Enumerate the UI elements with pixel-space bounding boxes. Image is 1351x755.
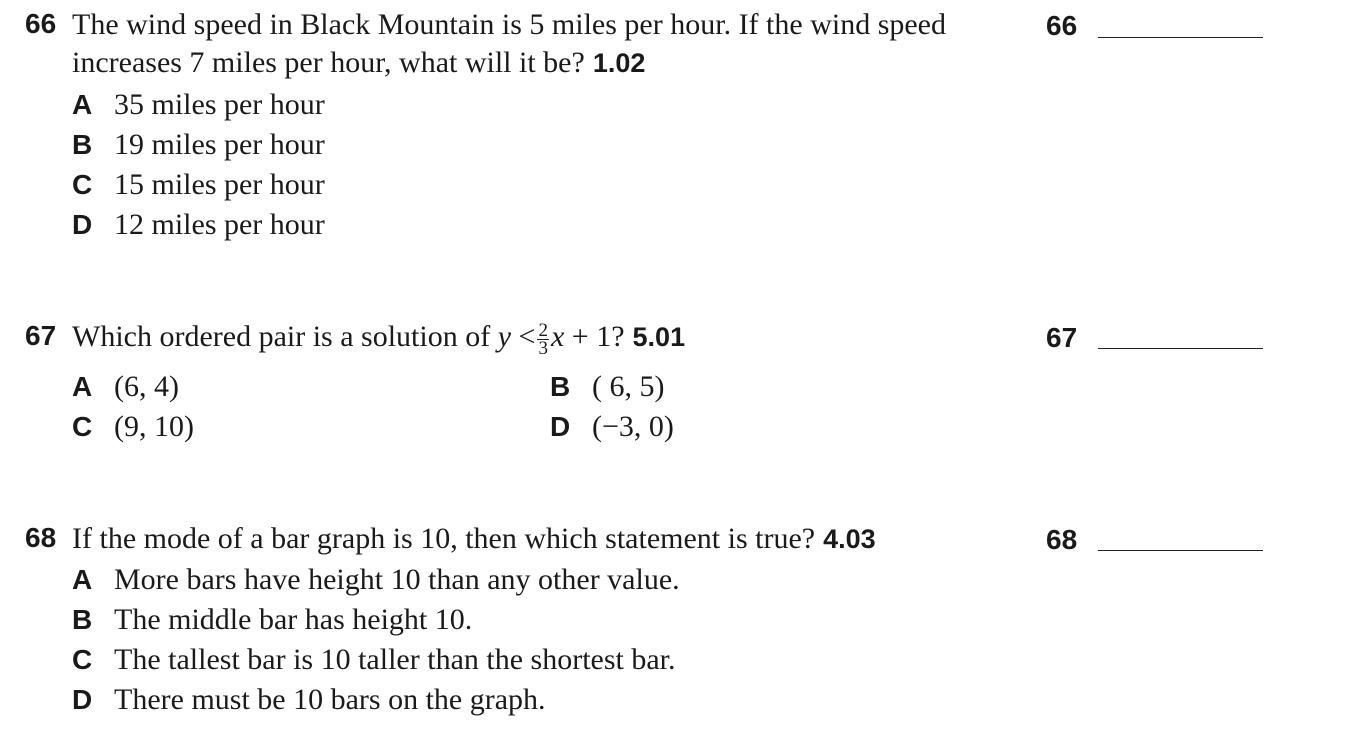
option-letter: C: [72, 169, 93, 200]
expr-x: x: [550, 320, 565, 353]
option-letter: D: [72, 684, 93, 715]
option-letter: A: [72, 564, 93, 595]
answer-blank[interactable]: [1098, 37, 1263, 38]
option-letter: B: [72, 129, 93, 160]
question-text-line: [72, 520, 876, 558]
question-text-prefix: Which ordered pair is a solution of: [72, 320, 491, 353]
option-text: The tallest bar is 10 taller than the shortest bar.: [114, 643, 676, 676]
expr-rest: + 1?: [571, 320, 625, 353]
answer-number: 66: [1046, 10, 1078, 41]
option-d[interactable]: [72, 683, 546, 717]
option-text: More bars have height 10 than any other value.: [114, 563, 680, 596]
option-b[interactable]: [72, 128, 325, 162]
option-letter: A: [72, 371, 93, 402]
question-number: 67: [25, 320, 57, 351]
option-text: 15 miles per hour: [114, 168, 325, 201]
fraction: [537, 319, 549, 359]
option-a[interactable]: [72, 88, 325, 122]
question-number: 66: [25, 8, 57, 39]
option-text: (9, 10): [114, 410, 194, 443]
option-letter: C: [72, 644, 93, 675]
option-text: (6, 4): [114, 370, 179, 403]
question-text-line1: The wind speed in Black Mountain is 5 miles per hour. If the wind speed: [72, 8, 946, 41]
expr-y: y: [497, 320, 512, 353]
standard-ref: 1.02: [592, 48, 646, 78]
option-letter: D: [72, 209, 93, 240]
option-letter: B: [72, 604, 93, 635]
question-text: [72, 318, 685, 357]
answer-blank[interactable]: [1098, 550, 1263, 551]
option-text: There must be 10 bars on the graph.: [114, 683, 546, 716]
option-text: 19 miles per hour: [114, 128, 325, 161]
answer-blank[interactable]: [1098, 348, 1263, 349]
option-text: (−3, 0): [592, 410, 674, 443]
option-text: The middle bar has height 10.: [114, 603, 473, 636]
question-number: 68: [25, 522, 57, 553]
option-letter: D: [550, 411, 571, 442]
standard-ref: 5.01: [632, 322, 686, 352]
standard-ref: 4.03: [823, 524, 876, 554]
fraction-numerator: 2: [538, 319, 548, 341]
option-a[interactable]: [72, 563, 680, 597]
option-c[interactable]: [72, 643, 676, 677]
option-c[interactable]: [72, 410, 194, 444]
option-a[interactable]: [72, 370, 179, 404]
expr-less-than: <: [518, 320, 536, 353]
option-text: 12 miles per hour: [114, 208, 325, 241]
option-b[interactable]: [72, 603, 472, 637]
option-text: 35 miles per hour: [114, 88, 325, 121]
option-b[interactable]: [550, 370, 664, 404]
answer-number: 67: [1046, 322, 1078, 353]
option-text: ( 6, 5): [592, 370, 665, 403]
option-d[interactable]: [72, 208, 325, 242]
question-text: If the mode of a bar graph is 10, then which statement is true?: [72, 522, 816, 555]
question-text-line2: [72, 44, 645, 82]
option-letter: C: [72, 411, 93, 442]
answer-number: 68: [1046, 524, 1078, 555]
option-d[interactable]: [550, 410, 674, 444]
option-letter: B: [550, 371, 571, 402]
option-letter: A: [72, 89, 93, 120]
question-text: increases 7 miles per hour, what will it be?: [72, 46, 585, 79]
option-c[interactable]: [72, 168, 325, 202]
fraction-denominator: 3: [538, 337, 548, 359]
